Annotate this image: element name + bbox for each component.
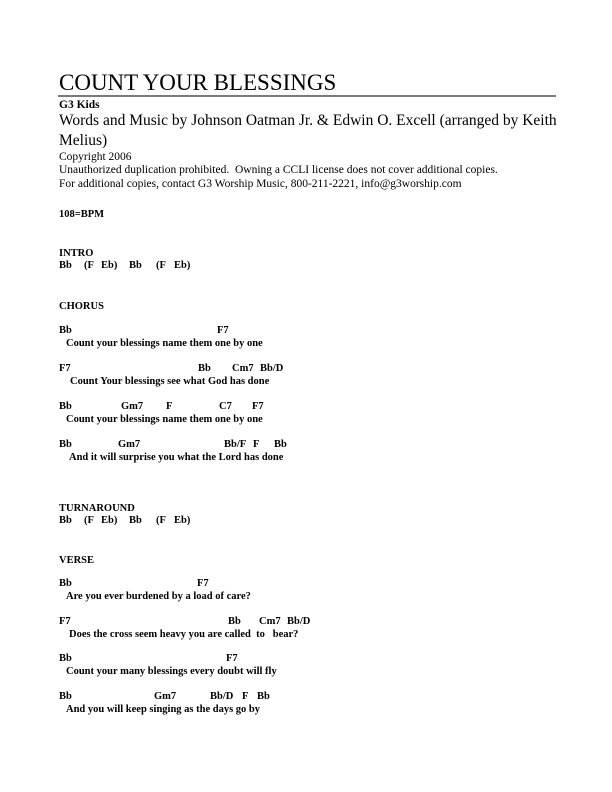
chord: Eb)	[174, 260, 191, 271]
lyric-line: And it will surprise you what the Lord has done	[69, 452, 284, 463]
lyric-line: Are you ever burdened by a load of care?	[66, 591, 251, 602]
chord: F	[242, 691, 249, 702]
chord: Bb	[59, 260, 72, 271]
chord: Bb	[198, 363, 211, 374]
chord: Eb)	[101, 515, 118, 526]
chord: F7	[59, 363, 71, 374]
chord: Bb/D	[210, 691, 234, 702]
duplication-notice: Unauthorized duplication prohibited. Owning a CCLI license does not cover additional copies.	[59, 164, 498, 176]
chord: (F	[156, 515, 166, 526]
chord: Bb	[59, 439, 72, 450]
tempo-label: 108=BPM	[59, 209, 105, 220]
chord: Bb	[59, 515, 72, 526]
chord: Bb/D	[287, 616, 311, 627]
lyric-line: Count Your blessings see what God has done	[70, 376, 270, 387]
chord: Eb)	[101, 260, 118, 271]
chord: Bb	[59, 401, 72, 412]
chord: Bb	[59, 653, 72, 664]
lyric-line: Count your blessings name them one by one	[66, 414, 263, 425]
chord: Bb	[59, 578, 72, 589]
song-credits: Words and Music by Johnson Oatman Jr. & Edwin O. Excell (arranged by Keith Melius)	[59, 112, 557, 149]
chord: F7	[59, 616, 71, 627]
lyric-line: Does the cross seem heavy you are called to bear?	[69, 629, 299, 640]
chord: Bb	[228, 616, 241, 627]
title-divider	[58, 95, 556, 97]
chord: Gm7	[154, 691, 177, 702]
chord: F	[253, 439, 260, 450]
copyright-text: Copyright 2006	[59, 151, 132, 163]
section-label-verse: VERSE	[59, 555, 95, 566]
chord: F7	[252, 401, 264, 412]
chord: F	[166, 401, 173, 412]
lyric-line: Count your blessings name them one by one	[66, 338, 263, 349]
chord: (F	[84, 260, 94, 271]
chord: Bb/F	[224, 439, 247, 450]
chord: C7	[219, 401, 232, 412]
chord: Gm7	[118, 439, 141, 450]
chord: Bb	[129, 260, 142, 271]
chord: Bb	[274, 439, 287, 450]
chord: (F	[156, 260, 166, 271]
song-title: COUNT YOUR BLESSINGS	[59, 70, 337, 95]
chord: Bb	[257, 691, 270, 702]
lyric-line: Count your many blessings every doubt will fly	[66, 666, 277, 677]
section-label-turnaround: TURNAROUND	[59, 503, 135, 514]
artist-name: G3 Kids	[59, 99, 100, 111]
chord: Eb)	[174, 515, 191, 526]
chord: F7	[226, 653, 238, 664]
lyric-line: And you will keep singing as the days go by	[66, 704, 261, 715]
section-label-intro: INTRO	[59, 248, 94, 259]
contact-info: For additional copies, contact G3 Worship Music, 800-211-2221, info@g3worship.com	[59, 178, 462, 190]
chord: Bb	[59, 325, 72, 336]
section-label-chorus: CHORUS	[59, 301, 104, 312]
chord: Gm7	[121, 401, 144, 412]
chord: Bb/D	[260, 363, 284, 374]
chord: F7	[197, 578, 209, 589]
chord: F7	[217, 325, 229, 336]
chord: Bb	[129, 515, 142, 526]
chord: (F	[84, 515, 94, 526]
chord: Cm7	[232, 363, 254, 374]
chord: Bb	[59, 691, 72, 702]
chord: Cm7	[259, 616, 281, 627]
